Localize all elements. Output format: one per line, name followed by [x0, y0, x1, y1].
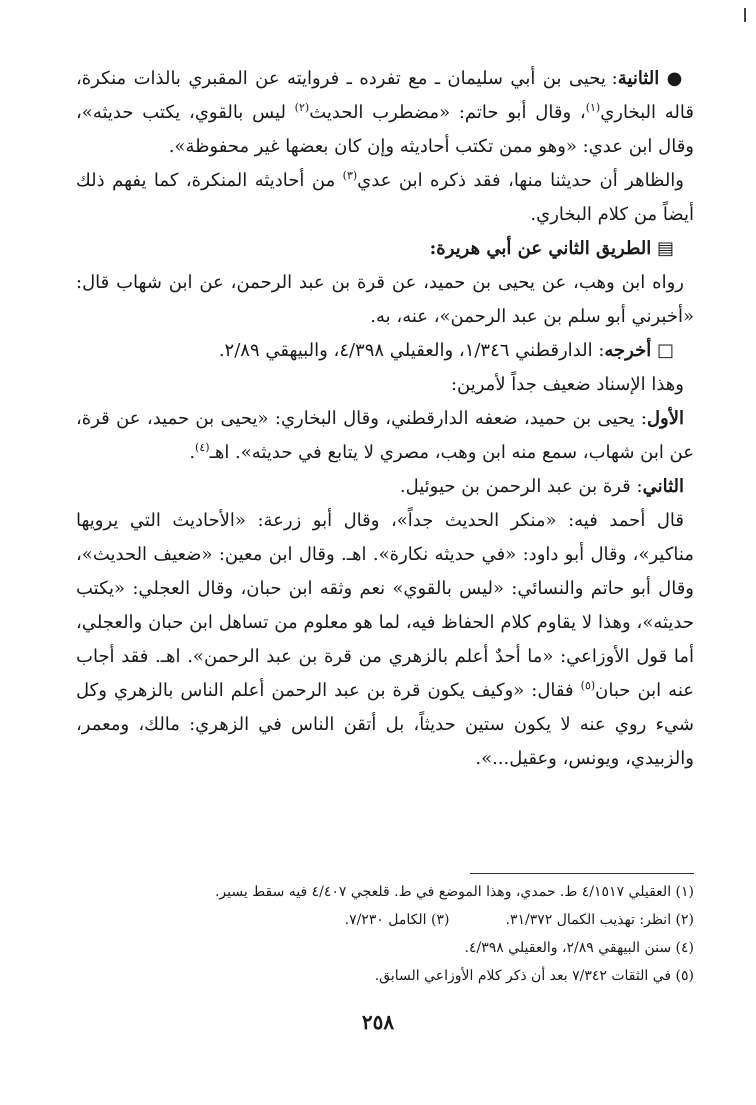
- p2-text-b: من أحاديثه المنكرة، كما يفهم ذلك أيضاً من كلام البخاري.: [76, 170, 694, 225]
- p4-text: : الدارقطني ١/٣٤٦، والعقيلي ٤/٣٩٨، والبيهقي ٢/٨٩.: [218, 340, 605, 361]
- footnote-ref-4: (٤): [195, 441, 210, 454]
- footnote-2: (٢) انظر: تهذيب الكمال ٣١/٣٧٢.: [505, 912, 694, 928]
- paragraph-first-reason: [76, 402, 694, 470]
- footnote-2-3: [76, 906, 694, 934]
- paragraph-second-reason: [76, 470, 694, 504]
- p1-text-a: : يحيى بن أبي سليمان ـ مع تفرده ـ فروايته عن المقبري بالذات منكرة، قاله البخاري: [76, 68, 694, 123]
- label-second-reason: الثاني: [642, 476, 684, 497]
- footnote-ref-3: (٣): [342, 169, 358, 182]
- paragraph-narration: رواه ابن وهب، عن يحيى بن حميد، عن قرة بن عبد الرحمن، عن ابن شهاب قال: «أخبرني أبو سلم بن عبد الرحمن»، عنه، به.: [76, 272, 694, 327]
- page-number: ٢٥٨: [361, 1010, 395, 1034]
- footnote-ref-1: (١): [585, 101, 601, 114]
- paragraph-conclusion: [76, 164, 694, 232]
- p1-text-c: ليس بالقوي، يكتب حديثه»، وقال ابن عدي: «وهو ممن تكتب أحاديثه وإن كان بعضها غير محفوظة».: [76, 102, 694, 157]
- paragraph-second: [76, 62, 694, 164]
- p8-text-b: فقال: «وكيف يكون قرة بن عبد الرحمن أعلم الناس بالزهري وكل شيء روي عنه لا يكون ستين حديثاً، بل أتقن الناس في الزهري: مالك، ومعمر، والزبيدي، ويونس، وعقيل...».: [76, 680, 694, 769]
- paragraph-critics: [76, 504, 694, 776]
- footnote-divider: [470, 873, 694, 874]
- footnote-5: (٥) في الثقات ٧/٣٤٢ بعد أن ذكر كلام الأوزاعي السابق.: [374, 968, 694, 984]
- heading-icon: ▤: [656, 238, 674, 259]
- label-takhrij: أخرجه: [604, 340, 652, 361]
- footnote-ref-5: (٥): [580, 679, 596, 692]
- p6-text-a: : يحيى بن حميد، ضعفه الدارقطني، وقال البخاري: «يحيى بن حميد، عن قرة، عن ابن شهاب، سمع منه ابن وهب، مصري لا يتابع في حديثه». اهـ: [76, 408, 694, 463]
- section-heading: [76, 232, 694, 266]
- p6-text-b: .: [189, 442, 196, 463]
- label-second: الثانية: [617, 68, 660, 89]
- checkbox-icon: □: [656, 340, 674, 361]
- heading-text: الطريق الثاني عن أبي هريرة:: [429, 238, 652, 259]
- main-text: [76, 62, 694, 776]
- footnote-1: (١) العقيلي ٤/١٥١٧ ط. حمدي، وهذا الموضع في ط. قلعجي ٤/٤٠٧ فيه سقط يسير.: [214, 884, 694, 900]
- label-first: الأول: [646, 408, 684, 429]
- footnote-ref-2: (٢): [294, 101, 310, 114]
- p1-text-b: ، وقال أبو حاتم: «مضطرب الحديث: [309, 102, 586, 123]
- footnote-4: (٤) سنن البيهقي ٢/٨٩، والعقيلي ٤/٣٩٨.: [464, 940, 694, 956]
- p7-text: : قرة بن عبد الرحمن بن حيوئيل.: [399, 476, 643, 497]
- bullet-icon: ●: [666, 68, 684, 89]
- corner-mark: [744, 8, 746, 22]
- paragraph-isnad: وهذا الإسناد ضعيف جداً لأمرين:: [450, 374, 684, 395]
- footnotes: [76, 878, 694, 990]
- p8-text-a: قال أحمد فيه: «منكر الحديث جداً»، وقال أبو زرعة: «الأحاديث التي يرويها مناكير»، وقال أبو داود: «في حديثه نكارة». اهـ. وقال ابن معين: «ضعيف الحديث»، وقال أبو حاتم والنسائي: «ليس بالقوي» نعم وثقه ابن حبان، وقال العجلي: «يكتب حديثه»، وهذا لا يقاوم كلام الحفاظ فيه، لما هو معلوم من تساهل ابن حبان والعجلي، أما قول الأوزاعي: «ما أحدٌ أعلم بالزهري من قرة بن عبد الرحمن». اهـ. فقد أجاب عنه ابن حبان: [76, 510, 695, 701]
- p2-text-a: والظاهر أن حديثنا منها، فقد ذكره ابن عدي: [357, 170, 684, 191]
- paragraph-takhrij: [76, 334, 694, 368]
- footnote-3: (٣) الكامل ٧/٢٣٠.: [344, 912, 450, 928]
